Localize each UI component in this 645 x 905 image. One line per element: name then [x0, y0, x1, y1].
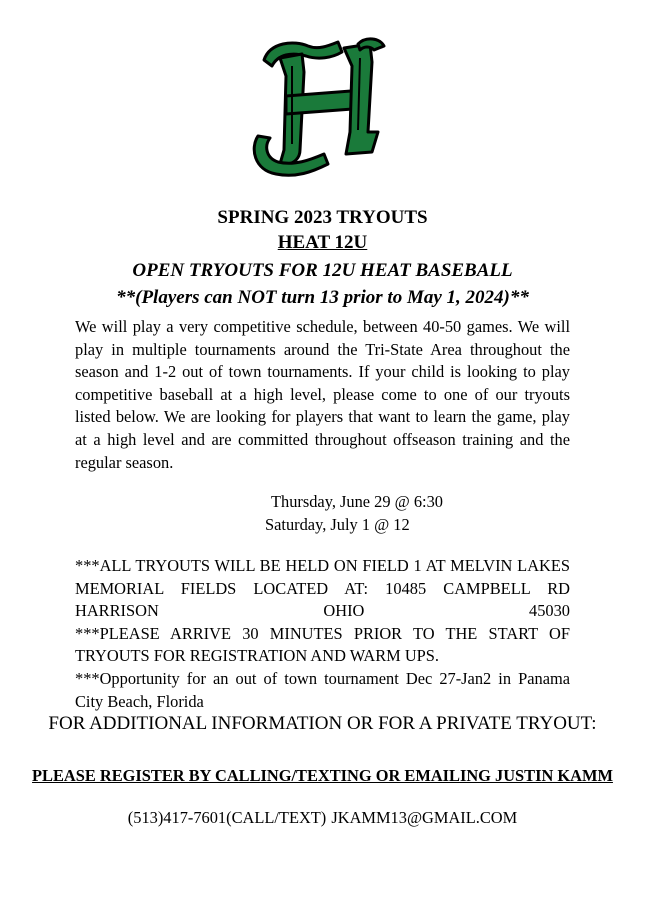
register-instructions: PLEASE REGISTER BY CALLING/TEXTING OR EMAILING JUSTIN KAMM — [32, 766, 613, 785]
description-paragraph: We will play a very competitive schedule, between 40-50 games. We will play in multiple tournaments around the Tri-State Area throughout the season and 1-2 out of town tournaments. If your child is looking to play competitive baseball at a high level, please come to one of our tryouts listed below. We are looking for players that want to learn the game, play at a high level and are committed throughout offseason training and the regular season. — [75, 317, 570, 472]
headline: OPEN TRYOUTS FOR 12U HEAT BASEBALL — [132, 260, 513, 281]
tryout-date-2: Saturday, July 1 @ 12 — [265, 515, 410, 534]
page-title: SPRING 2023 TRYOUTS — [217, 207, 428, 228]
contact-heading: FOR ADDITIONAL INFORMATION OR FOR A PRIVATE TRYOUT: — [48, 713, 597, 734]
note-location: ***ALL TRYOUTS WILL BE HELD ON FIELD 1 AT MELVIN LAKES MEMORIAL FIELDS LOCATED AT: 10485 CAMPBELL RD HARRISON OHIO 45030 — [75, 556, 570, 621]
h-logo-icon — [246, 32, 396, 182]
notes-section — [75, 555, 570, 713]
note-arrival: ***PLEASE ARRIVE 30 MINUTES PRIOR TO THE START OF TRYOUTS FOR REGISTRATION AND WARM UPS. — [75, 623, 570, 666]
team-logo — [246, 32, 396, 182]
contact-phone-email: (513)417-7601(CALL/TEXT) JKAMM13@GMAIL.COM — [127, 808, 518, 827]
team-name: HEAT 12U — [277, 232, 368, 253]
note-tournament: ***Opportunity for an out of town tournament Dec 27-Jan2 in Panama City Beach, Florida — [75, 668, 570, 711]
tryout-date-1: Thursday, June 29 @ 6:30 — [271, 492, 443, 511]
age-rule: **(Players can NOT turn 13 prior to May 1, 2024)** — [116, 287, 529, 308]
